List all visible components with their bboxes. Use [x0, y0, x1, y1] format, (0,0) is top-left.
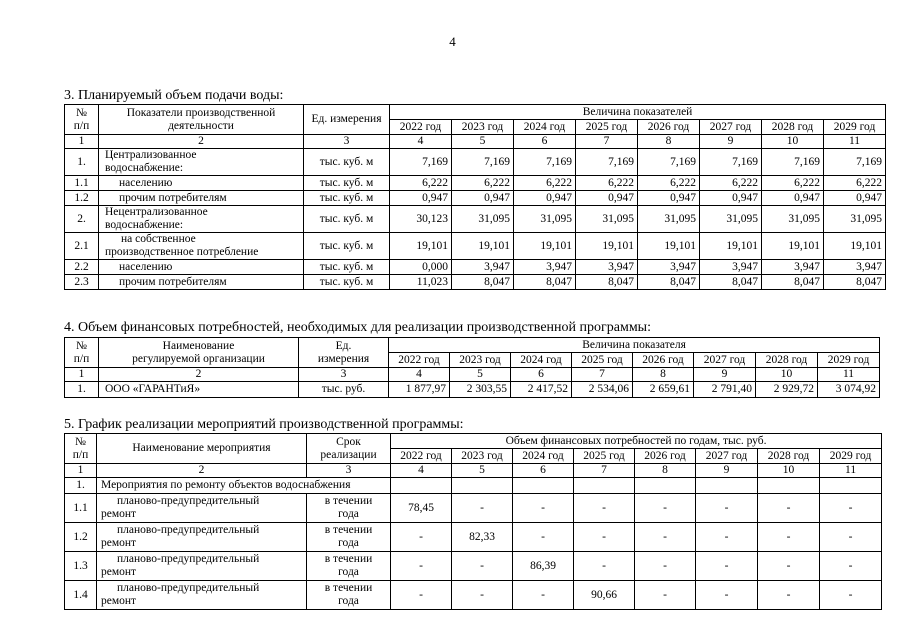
column-number: 5 [452, 135, 514, 149]
value-cell: 2 659,61 [633, 382, 694, 398]
year-header: 2023 год [450, 353, 511, 368]
value-cell: - [513, 581, 574, 610]
table-row [65, 260, 886, 275]
row-unit: тыс. куб. м [304, 206, 390, 233]
year-header: 2029 год [824, 120, 886, 135]
value-cell: 7,169 [824, 149, 886, 176]
value-cell: - [391, 552, 452, 581]
row-name: населению [99, 260, 304, 275]
header-measure: Наименование мероприятия [97, 434, 307, 464]
value-cell: - [452, 581, 513, 610]
year-header: 2024 год [514, 120, 576, 135]
year-header: 2027 год [694, 353, 756, 368]
value-cell: - [758, 494, 820, 523]
section-5-title: 5. График реализации мероприятий производственной программы: [64, 417, 464, 432]
value-cell: - [758, 552, 820, 581]
year-header: 2024 год [511, 353, 572, 368]
value-cell: 3,947 [576, 260, 638, 275]
year-header: 2029 год [818, 353, 880, 368]
row-no: 1.3 [65, 552, 97, 581]
row-unit: тыс. руб. [299, 382, 389, 398]
column-number: 3 [307, 464, 391, 478]
table-row [65, 176, 886, 191]
value-cell: 6,222 [824, 176, 886, 191]
value-cell: 2 534,06 [572, 382, 633, 398]
column-number: 9 [696, 464, 758, 478]
column-number: 10 [762, 135, 824, 149]
row-name-line: Нецентрализованное [105, 206, 208, 218]
header-unit: Ед. измерения [304, 105, 390, 135]
row-name-line: Централизованное [105, 149, 197, 161]
header-values: Величина показателей [390, 105, 886, 120]
column-number: 6 [511, 368, 572, 382]
row-term-line: в течении [324, 553, 373, 565]
value-cell: - [696, 523, 758, 552]
value-cell: - [452, 552, 513, 581]
column-number: 7 [572, 368, 633, 382]
value-cell: - [391, 523, 452, 552]
year-header: 2029 год [820, 449, 882, 464]
row-unit: тыс. куб. м [304, 233, 390, 260]
value-cell: 6,222 [576, 176, 638, 191]
value-cell: 0,000 [390, 260, 452, 275]
row-name-line: планово-предупредительный [117, 524, 260, 536]
column-number: 4 [389, 368, 450, 382]
value-cell: 3,947 [452, 260, 514, 275]
group-no: 1. [65, 478, 97, 494]
value-cell: 0,947 [452, 191, 514, 206]
section-3-title: 3. Планируемый объем подачи воды: [64, 88, 284, 103]
column-number: 2 [99, 368, 299, 382]
value-cell: 19,101 [452, 233, 514, 260]
value-cell: - [696, 552, 758, 581]
value-cell: 78,45 [391, 494, 452, 523]
column-number: 8 [633, 368, 694, 382]
value-cell: 8,047 [762, 275, 824, 290]
column-number: 2 [99, 135, 304, 149]
value-cell: 2 791,40 [694, 382, 756, 398]
table-row [65, 552, 882, 581]
row-name-line: ремонт [101, 508, 137, 520]
column-number: 3 [299, 368, 389, 382]
row-name-line: планово-предупредительный [117, 553, 260, 565]
value-cell: 86,39 [513, 552, 574, 581]
row-term-line: в течении [324, 524, 373, 536]
row-no: 2.2 [65, 260, 99, 275]
row-term [307, 523, 391, 552]
row-name-line: водоснабжение: [105, 219, 184, 231]
group-row [65, 478, 882, 494]
year-header: 2026 год [633, 353, 694, 368]
value-cell: 19,101 [390, 233, 452, 260]
header-organization: Наименование регулируемой организации [99, 338, 299, 368]
row-no: 2.3 [65, 275, 99, 290]
row-name-line: планово-предупредительный [117, 582, 260, 594]
row-term-line: года [338, 566, 359, 578]
row-term-line: в течении [324, 495, 373, 507]
header-no: № п/п [65, 338, 99, 368]
value-cell: - [696, 494, 758, 523]
year-header: 2024 год [513, 449, 574, 464]
column-number: 8 [635, 464, 696, 478]
value-cell: 3,947 [700, 260, 762, 275]
value-cell: - [635, 523, 696, 552]
row-name: ООО «ГАРАНТиЯ» [99, 382, 299, 398]
value-cell: - [513, 494, 574, 523]
value-cell: 31,095 [700, 206, 762, 233]
column-number-row [65, 464, 882, 478]
value-cell: - [820, 494, 882, 523]
row-name-line: ремонт [101, 537, 137, 549]
row-unit: тыс. куб. м [304, 176, 390, 191]
value-cell: 6,222 [638, 176, 700, 191]
value-cell: 7,169 [638, 149, 700, 176]
value-cell: - [635, 494, 696, 523]
value-cell: 3,947 [638, 260, 700, 275]
column-number: 1 [65, 368, 99, 382]
column-number: 4 [390, 135, 452, 149]
value-cell: 3 074,92 [818, 382, 880, 398]
row-name: прочим потребителям [99, 275, 304, 290]
year-header: 2023 год [452, 449, 513, 464]
column-number: 5 [450, 368, 511, 382]
header-values: Объем финансовых потребностей по годам, тыс. руб. [391, 434, 882, 449]
section-4-title: 4. Объем финансовых потребностей, необходимых для реализации производственной программы: [64, 320, 651, 335]
value-cell: - [758, 523, 820, 552]
value-cell: - [635, 552, 696, 581]
value-cell: 7,169 [576, 149, 638, 176]
value-cell: 31,095 [576, 206, 638, 233]
value-cell: 1 877,97 [389, 382, 450, 398]
column-number-row [65, 135, 886, 149]
value-cell: - [820, 523, 882, 552]
column-number: 4 [391, 464, 452, 478]
table-row [65, 149, 886, 176]
value-cell: 0,947 [576, 191, 638, 206]
column-number: 8 [638, 135, 700, 149]
value-cell: - [820, 581, 882, 610]
column-number: 5 [452, 464, 513, 478]
value-cell: 2 929,72 [756, 382, 818, 398]
header-indicator: Показатели производственной деятельности [99, 105, 304, 135]
value-cell: 19,101 [762, 233, 824, 260]
value-cell: 8,047 [576, 275, 638, 290]
row-unit: тыс. куб. м [304, 149, 390, 176]
value-cell: 3,947 [824, 260, 886, 275]
value-cell: 6,222 [762, 176, 824, 191]
value-cell: 2 417,52 [511, 382, 572, 398]
column-number: 11 [820, 464, 882, 478]
value-cell: 8,047 [638, 275, 700, 290]
column-number: 1 [65, 464, 97, 478]
table-row [65, 523, 882, 552]
column-number: 11 [818, 368, 880, 382]
header-unit: Ед. измерения [299, 338, 389, 368]
table-row [65, 581, 882, 610]
column-number: 7 [576, 135, 638, 149]
value-cell: 7,169 [700, 149, 762, 176]
value-cell: 31,095 [452, 206, 514, 233]
value-cell: 19,101 [514, 233, 576, 260]
value-cell: - [513, 523, 574, 552]
value-cell: 8,047 [700, 275, 762, 290]
table-row [65, 206, 886, 233]
value-cell: 0,947 [762, 191, 824, 206]
year-header: 2028 год [758, 449, 820, 464]
table-row [65, 233, 886, 260]
year-header: 2027 год [696, 449, 758, 464]
row-no: 1.1 [65, 176, 99, 191]
value-cell: 6,222 [452, 176, 514, 191]
value-cell: - [574, 494, 635, 523]
value-cell: - [758, 581, 820, 610]
row-name-line: производственное потребление [105, 246, 259, 258]
header-term: Срок реализации [307, 434, 391, 464]
year-header: 2025 год [572, 353, 633, 368]
row-no: 1.1 [65, 494, 97, 523]
value-cell: 31,095 [638, 206, 700, 233]
year-header: 2028 год [762, 120, 824, 135]
table-row [65, 494, 882, 523]
row-no: 1.2 [65, 191, 99, 206]
value-cell: 2 303,55 [450, 382, 511, 398]
row-term-line: в течении [324, 582, 373, 594]
year-header: 2022 год [390, 120, 452, 135]
column-number: 9 [694, 368, 756, 382]
row-name-line: ремонт [101, 595, 137, 607]
column-number: 6 [514, 135, 576, 149]
value-cell: 6,222 [390, 176, 452, 191]
row-name: населению [99, 176, 304, 191]
value-cell: 31,095 [824, 206, 886, 233]
row-name [97, 581, 307, 610]
table-row [65, 382, 880, 398]
value-cell: 6,222 [700, 176, 762, 191]
table-row [65, 275, 886, 290]
row-unit: тыс. куб. м [304, 191, 390, 206]
row-name [97, 494, 307, 523]
row-unit: тыс. куб. м [304, 260, 390, 275]
value-cell: 0,947 [514, 191, 576, 206]
water-supply-table [64, 104, 886, 290]
table-row [65, 191, 886, 206]
value-cell: 19,101 [824, 233, 886, 260]
column-number: 1 [65, 135, 99, 149]
row-term [307, 494, 391, 523]
value-cell: 7,169 [452, 149, 514, 176]
value-cell: 31,095 [762, 206, 824, 233]
value-cell: 0,947 [824, 191, 886, 206]
row-term [307, 552, 391, 581]
column-number: 2 [97, 464, 307, 478]
row-name-line: водоснабжение: [105, 162, 184, 174]
row-term [307, 581, 391, 610]
page-number: 4 [449, 34, 456, 49]
value-cell: 90,66 [574, 581, 635, 610]
value-cell: 19,101 [576, 233, 638, 260]
row-name [99, 233, 304, 260]
column-number: 6 [513, 464, 574, 478]
value-cell: 11,023 [390, 275, 452, 290]
value-cell: - [696, 581, 758, 610]
row-no: 2.1 [65, 233, 99, 260]
value-cell: 82,33 [452, 523, 513, 552]
value-cell: 19,101 [638, 233, 700, 260]
row-no: 1.4 [65, 581, 97, 610]
value-cell: 3,947 [762, 260, 824, 275]
row-no: 1. [65, 382, 99, 398]
column-number: 3 [304, 135, 390, 149]
group-name: Мероприятия по ремонту объектов водоснабжения [97, 478, 391, 494]
value-cell: 30,123 [390, 206, 452, 233]
column-number: 10 [756, 368, 818, 382]
value-cell: - [820, 552, 882, 581]
year-header: 2023 год [452, 120, 514, 135]
column-number: 9 [700, 135, 762, 149]
row-term-line: года [338, 537, 359, 549]
value-cell: 6,222 [514, 176, 576, 191]
year-header: 2022 год [391, 449, 452, 464]
value-cell: 8,047 [452, 275, 514, 290]
value-cell: - [452, 494, 513, 523]
value-cell: 8,047 [824, 275, 886, 290]
value-cell: 31,095 [514, 206, 576, 233]
row-name-line: ремонт [101, 566, 137, 578]
year-header: 2027 год [700, 120, 762, 135]
row-name [99, 149, 304, 176]
column-number: 7 [574, 464, 635, 478]
value-cell: 0,947 [700, 191, 762, 206]
row-term-line: года [338, 595, 359, 607]
value-cell: 0,947 [390, 191, 452, 206]
row-name: прочим потребителям [99, 191, 304, 206]
value-cell: - [391, 581, 452, 610]
column-number-row [65, 368, 880, 382]
value-cell: 8,047 [514, 275, 576, 290]
year-header: 2025 год [576, 120, 638, 135]
value-cell: 19,101 [700, 233, 762, 260]
value-cell: 7,169 [514, 149, 576, 176]
value-cell: 7,169 [762, 149, 824, 176]
row-name [99, 206, 304, 233]
header-values: Величина показателя [389, 338, 880, 353]
header-no: № п/п [65, 434, 97, 464]
column-number: 10 [758, 464, 820, 478]
column-number: 11 [824, 135, 886, 149]
schedule-table [64, 433, 882, 610]
value-cell: - [635, 581, 696, 610]
value-cell: - [574, 523, 635, 552]
value-cell: 3,947 [514, 260, 576, 275]
year-header: 2028 год [756, 353, 818, 368]
value-cell: - [574, 552, 635, 581]
year-header: 2025 год [574, 449, 635, 464]
row-name [97, 523, 307, 552]
row-term-line: года [338, 508, 359, 520]
row-no: 1. [65, 149, 99, 176]
row-no: 2. [65, 206, 99, 233]
year-header: 2026 год [635, 449, 696, 464]
value-cell: 0,947 [638, 191, 700, 206]
row-name-line: на собственное [121, 233, 196, 245]
row-unit: тыс. куб. м [304, 275, 390, 290]
row-name [97, 552, 307, 581]
year-header: 2026 год [638, 120, 700, 135]
row-no: 1.2 [65, 523, 97, 552]
header-no: № п/п [65, 105, 99, 135]
financial-needs-table [64, 337, 880, 398]
row-name-line: планово-предупредительный [117, 495, 260, 507]
value-cell: 7,169 [390, 149, 452, 176]
year-header: 2022 год [389, 353, 450, 368]
